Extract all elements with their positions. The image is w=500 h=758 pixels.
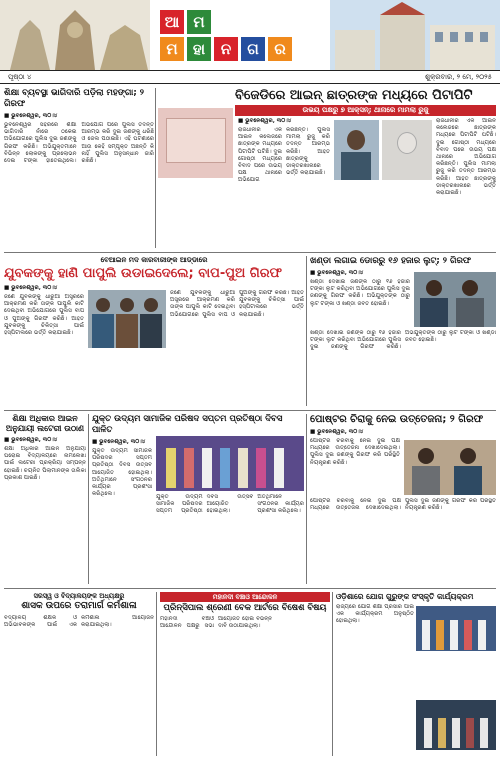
- story-body-continued: ରାଜଧାନୀର ଏକ ଆଇନ କଲେଜରେ ଛାତ୍ରଙ୍କ ମଧ୍ୟରେ ପିଟାପିଟି ଘଟିଛି। ଦୁଇ ଗୋଷ୍ଠୀ ମଧ୍ୟରେ ବିବାଦ ପରେ ଉଭୟ ପକ୍ଷ ଥାନାରେ ଅଭିଯୋଗ କରିଛନ୍ତି। ପୁଲିସ ମାମଲା ରୁଜୁ କରି ତଦନ୍ତ ଆରମ୍ଭ କରିଛି। ଆହତ ଛାତ୍ରଙ୍କୁ ଡାକ୍ତରଖାନାରେ ଭର୍ତ୍ତି କରାଯାଇଛି।: [436, 118, 496, 197]
- story-byline: ■ ଭୁବନେଶ୍ୱର, ୩୦।୪: [238, 118, 292, 124]
- story-kicker: ବେଆଇନ ମଦ କାରବାରୀଙ୍କ ଆଡ୍ଡାରେ: [100, 256, 208, 264]
- yoga-group-photo: [416, 700, 496, 750]
- city-buildings-image: [330, 0, 500, 70]
- title-letter: ମ: [160, 37, 184, 61]
- column-divider: [306, 414, 307, 584]
- story-body: ରାଜ୍ୟରେ ଯୋଗ ଶିକ୍ଷା ପ୍ରସାର ପାଇଁ ଏକ କାର୍ଯ୍ୟକ୍ରମ ଅନୁଷ୍ଠିତ ହୋଇଥିଲା।: [336, 604, 414, 625]
- story-body: ରାଜଧାନୀର ଏକ ଆଇନ କଲେଜରେ ଛାତ୍ରଙ୍କ ମଧ୍ୟରେ ପିଟାପିଟି ଘଟିଛି। ଦୁଇ ଗୋଷ୍ଠୀ ମଧ୍ୟରେ ବିବାଦ ପରେ ଉଭୟ ପକ୍ଷ ଥାନାରେ ଅଭିଯୋଗ କରିଛନ୍ତି। ପୁଲିସ ମାମଲା ରୁଜୁ କରି ତଦନ୍ତ ଆରମ୍ଭ କରିଛି। ଆହତ ଛାତ୍ରଙ୍କୁ ଡାକ୍ତରଖାନାରେ ଭର୍ତ୍ତି କରାଯାଇଛି।: [238, 127, 330, 184]
- story-headline: ଶିକ୍ଷା ଅଧିକାର ଆଇନ ଅନୁଯାୟୀ ଲଟେରୀ ଉଠାଣ: [5, 414, 85, 433]
- story-workshop: [4, 592, 154, 756]
- story-foundation-day-body: [156, 494, 304, 584]
- story-byline: ■ ଭୁବନେଶ୍ୱର, ୩୦।୪: [310, 429, 364, 435]
- story-rte-lottery: [4, 414, 86, 584]
- poster-accused-photo: [404, 440, 496, 495]
- story-body: ବିଦ୍ୟାଳୟ ଶିକ୍ଷକ ଓ ଅଭିଭାବକଙ୍କ ପାଇଁ ଏକ କର୍ମଶାଳା ଆୟୋଜନ କରାଯାଇଥିଲା।: [4, 615, 154, 629]
- title-letter: ମ: [187, 10, 211, 34]
- temple-sculpture-image: [0, 0, 150, 70]
- column-divider: [88, 414, 89, 584]
- story-body-continued: ଖଣ୍ଡା ଦେଖାଇ ଜଣଙ୍କ ଠାରୁ ୧୬ ହଜାର ଟଙ୍କା ଲୁଟ କରିଥିବା ଅଭିଯୋଗରେ ପୁଲିସ ଦୁଇ ଜଣଙ୍କୁ ଗିରଫ କରିଛି। ଅଭିଯୁକ୍ତଙ୍କ ଠାରୁ ଲୁଟ ଟଙ୍କା ଓ ଖଣ୍ଡା ଜବତ ହୋଇଛି।: [310, 330, 496, 351]
- page-number: ପୃଷ୍ଠା ୪: [8, 72, 32, 81]
- story-headline: ବିଜେଡିରେ ଆଇନ୍ ଛାତ୍ରଙ୍କ ମଧ୍ୟରେ ପିଟାପିଟି: [235, 88, 473, 103]
- column-divider: [332, 592, 333, 756]
- story-headline: ଶିକ୍ଷା ବ୍ୟବସ୍ଥା ଭାଗିଦାରି ପଡ଼ିଲା ମହଙ୍ଗା; ୨ ଗିରଫ: [4, 88, 144, 109]
- story-body: ପୋଷ୍ଟର ଚିରିବାକୁ ନେଇ ଦୁଇ ପକ୍ଷ ମଧ୍ୟରେ ଉତ୍ତେଜନା ଦେଖାଦେଇଥିଲା। ପୁଲିସ ଦୁଇ ଜଣଙ୍କୁ ଗିରଫ କରି ପରିସ୍ଥିତି ନିୟନ୍ତ୍ରଣ କରିଛି।: [310, 438, 400, 466]
- yoga-event-photo: [416, 606, 496, 651]
- story-body: ଜଣେ ଯୁବକଙ୍କୁ ଧାରୁଆ ଅସ୍ତ୍ରରେ ଆକ୍ରମଣ କରି ତାଙ୍କ ପାପୁଲି କାଟି ଦେଇଥିବା ଅଭିଯୋଗରେ ପୁଲିସ ବାପ ଓ ପୁଅଙ୍କୁ ଗିରଫ କରିଛି। ଆହତ ଯୁବକଙ୍କୁ ଚିକିତ୍ସା ପାଇଁ ହସ୍ପିଟାଲରେ ଭର୍ତ୍ତି କରାଯାଇଛି।: [4, 294, 84, 337]
- section-divider: [4, 410, 496, 411]
- story-body: ଯୁକ୍ତ ଉଦ୍ୟମ ସାମାଜିକ ପରିଷଦର ସପ୍ତମ ପ୍ରତିଷ୍ଠା ଦିବସ ଉତ୍ସବ ଆୟୋଜିତ ହୋଇଥିଲା। ଅତିଥିମାନେ ସଂଗଠନର କାର୍ଯ୍ୟର ପ୍ରଶଂସା କରିଥିଲେ।: [92, 448, 152, 498]
- story-headline: ଶାସକ ଉପରେ ତରାମାର୍ଗ କର୍ମଶାଳା: [21, 601, 137, 611]
- section-divider: [4, 588, 496, 589]
- story-byline: ■ ଭୁବନେଶ୍ୱର, ୩୦।୪: [4, 113, 58, 119]
- story-subheadline: ଉଭୟ ପକ୍ଷରୁ ୭ ଆକ୍ସନ୍; ଥାନାରେ ମାମଲା ରୁଜୁ: [235, 105, 496, 116]
- story-poster-tension-body: [310, 498, 496, 584]
- story-headline: ଓଡ଼ିଶାରେ ଯୋଗ ଗୁରୁଙ୍କ ସଂସ୍କୃତି କାର୍ଯ୍ୟକ୍ରମ: [336, 592, 474, 601]
- story-kicker: ସରସ୍ୱ ଓ ବିଦ୍ୟାଳୟଙ୍କ ଅଧ୍ୟକ୍ଷରୁ: [33, 592, 125, 600]
- column-divider: [306, 256, 307, 406]
- story-headline: ଖଣ୍ଡା ଲଗାଇ ଡୋରରୁ ୧୬ ହଜାର ଲୁଟ୍; ୨ ଗିରଫ: [310, 256, 472, 266]
- story-byline: ■ ଭୁବନେଶ୍ୱର, ୩୦।୪: [4, 437, 58, 443]
- robbery-accused-photo: [414, 272, 496, 327]
- title-letter: ର: [268, 37, 292, 61]
- story-body: ମହାନଦୀ ବଞ୍ଚାଓ ଆନ୍ଦୋଳନ ପକ୍ଷରୁ ସଭା ଆୟୋଜିତ ହୋଇ ବିଭିନ୍ନ ଦାବି ଉଠାଯାଇଥିଲା।: [160, 616, 272, 630]
- story-save-mahanadi: [160, 592, 330, 756]
- story-body: ଭୁବନେଶ୍ୱର ସହରରେ ଶିକ୍ଷା ଭାଗିଦାରି ନାଁରେ ଠକେଇ ଅଭିଯୋଗରେ ପୁଲିସ ଦୁଇ ଜଣଙ୍କୁ ଗିରଫ କରିଛି। ଅଭିଯୁକ୍ତମାନେ ବିଭିନ୍ନ ଲୋକଙ୍କୁ ପ୍ରଲୋଭନ ଦେଇ ଟଙ୍କା ହାତେଇଥିଲେ। ଅଭିଯୋଗ ପରେ ପୁଲିସ ତଦନ୍ତ ଆରମ୍ଭ କରି ଦୁଇ ଜଣଙ୍କୁ ଧରିଛି ଓ ଜେଲ ପଠାଇଛି। ଏହି ଘଟଣାରେ ଆଉ କେହି ସମ୍ପୃକ୍ତ ଅଛନ୍ତି କି ନାହିଁ ପୁଲିସ ଅନୁସନ୍ଧାନ ଜାରି ରଖିଛି।: [4, 122, 154, 165]
- story-kicker: ମହାନଦୀ ବଞ୍ଚାଓ ଆନ୍ଦୋଳନ: [160, 592, 330, 602]
- story-father-son-body: [170, 290, 304, 406]
- story-law-students-cont: [436, 118, 496, 248]
- story-byline: ■ ଭୁବନେଶ୍ୱର, ୩୦।୪: [310, 270, 364, 276]
- title-letter: ଆ: [160, 10, 184, 34]
- section-divider: [4, 252, 496, 253]
- issue-date: ଶୁକ୍ରବାର, ୨ ମେ, ୨୦୨୫: [424, 72, 492, 81]
- story-headline: ପୋଷ୍ଟର ଚିରାକୁ ନେଇ ଉତ୍ତେଜନା; ୨ ଗିରଫ: [310, 414, 484, 425]
- title-letter: ହା: [187, 37, 211, 61]
- story-body: ଖଣ୍ଡା ଦେଖାଇ ଜଣଙ୍କ ଠାରୁ ୧୬ ହଜାର ଟଙ୍କା ଲୁଟ କରିଥିବା ଅଭିଯୋଗରେ ପୁଲିସ ଦୁଇ ଜଣଙ୍କୁ ଗିରଫ କରିଛି। ଅଭିଯୁକ୍ତଙ୍କ ଠାରୁ ଲୁଟ ଟଙ୍କା ଓ ଖଣ୍ଡା ଜବତ ହୋଇଛି।: [310, 279, 410, 307]
- column-divider: [156, 592, 157, 756]
- newspaper-title: [160, 10, 330, 64]
- page-info-bar: [0, 70, 500, 84]
- title-letter: ନ: [214, 37, 238, 61]
- title-letter: ଗ: [241, 37, 265, 61]
- column-divider: [155, 88, 156, 248]
- story-body-continued: ଯୁକ୍ତ ଉଦ୍ୟମ ସାମାଜିକ ପରିଷଦର ସପ୍ତମ ପ୍ରତିଷ୍ଠା ଦିବସ ଉତ୍ସବ ଆୟୋଜିତ ହୋଇଥିଲା। ଅତିଥିମାନେ ସଂଗଠନର କାର୍ଯ୍ୟର ପ୍ରଶଂସା କରିଥିଲେ।: [156, 494, 304, 515]
- story-body-continued: ଜଣେ ଯୁବକଙ୍କୁ ଧାରୁଆ ଅସ୍ତ୍ରରେ ଆକ୍ରମଣ କରି ତାଙ୍କ ପାପୁଲି କାଟି ଦେଇଥିବା ଅଭିଯୋଗରେ ପୁଲିସ ବାପ ଓ ପୁଅଙ୍କୁ ଗିରଫ କରିଛି। ଆହତ ଯୁବକଙ୍କୁ ଚିକିତ୍ସା ପାଇଁ ହସ୍ପିଟାଲରେ ଭର୍ତ୍ତି କରାଯାଇଛି।: [170, 290, 304, 318]
- story-body-continued: ପୋଷ୍ଟର ଚିରିବାକୁ ନେଇ ଦୁଇ ପକ୍ଷ ମଧ୍ୟରେ ଉତ୍ତେଜନା ଦେଖାଦେଇଥିଲା। ପୁଲିସ ଦୁଇ ଜଣଙ୍କୁ ଗିରଫ କରି ପରିସ୍ଥିତି ନିୟନ୍ତ୍ରଣ କରିଛି।: [310, 498, 496, 512]
- arrested-men-photo: [88, 290, 166, 348]
- story-law-students-body: [238, 118, 330, 248]
- story-sword-robbery-body: [310, 330, 496, 406]
- story-body: ଶିକ୍ଷା ଅଧିକାର ଆଇନ ଅନୁଯାୟୀ ଘରୋଇ ବିଦ୍ୟାଳୟରେ ନାମଲେଖା ପାଇଁ ଲଟେରୀ ପ୍ରକ୍ରିୟା ସମ୍ପନ୍ନ ହୋଇଛି। ଚୟନିତ ପିଲାମାନଙ୍କ ତାଲିକା ପ୍ରକାଶ ପାଇଛି।: [4, 446, 86, 481]
- story-byline: ■ ଭୁବନେଶ୍ୱର, ୩୦।୪: [4, 285, 58, 291]
- story-headline: ଯୁବକଙ୍କୁ ହାଣି ପାପୁଲି ଉଡାଇଦେଲେ; ବାପ-ପୁଅ ଗିରଫ: [4, 266, 283, 281]
- accused-photo: [334, 120, 379, 180]
- story-education-fraud: [4, 88, 154, 248]
- injured-student-photo: [382, 120, 432, 180]
- story-headline: ଯୁକ୍ତ ଉଦ୍ୟମ ସାମାଜିକ ପରିଷଦ ସପ୍ତମ ପ୍ରତିଷ୍ଠା ଦିବସ ପାଳିତ: [92, 414, 283, 435]
- foundation-day-event-photo: [156, 436, 304, 491]
- story-byline: ■ ଭୁବନେଶ୍ୱର, ୩୦।୪: [92, 439, 146, 445]
- story-headline: ପ୍ରିନ୍ସିପାଲ ଶ୍ରେଣୀ ବେକ ଆର୍ଟରେ ବିଷେଶ ବିଷୟ: [163, 603, 327, 613]
- masthead: [0, 0, 500, 84]
